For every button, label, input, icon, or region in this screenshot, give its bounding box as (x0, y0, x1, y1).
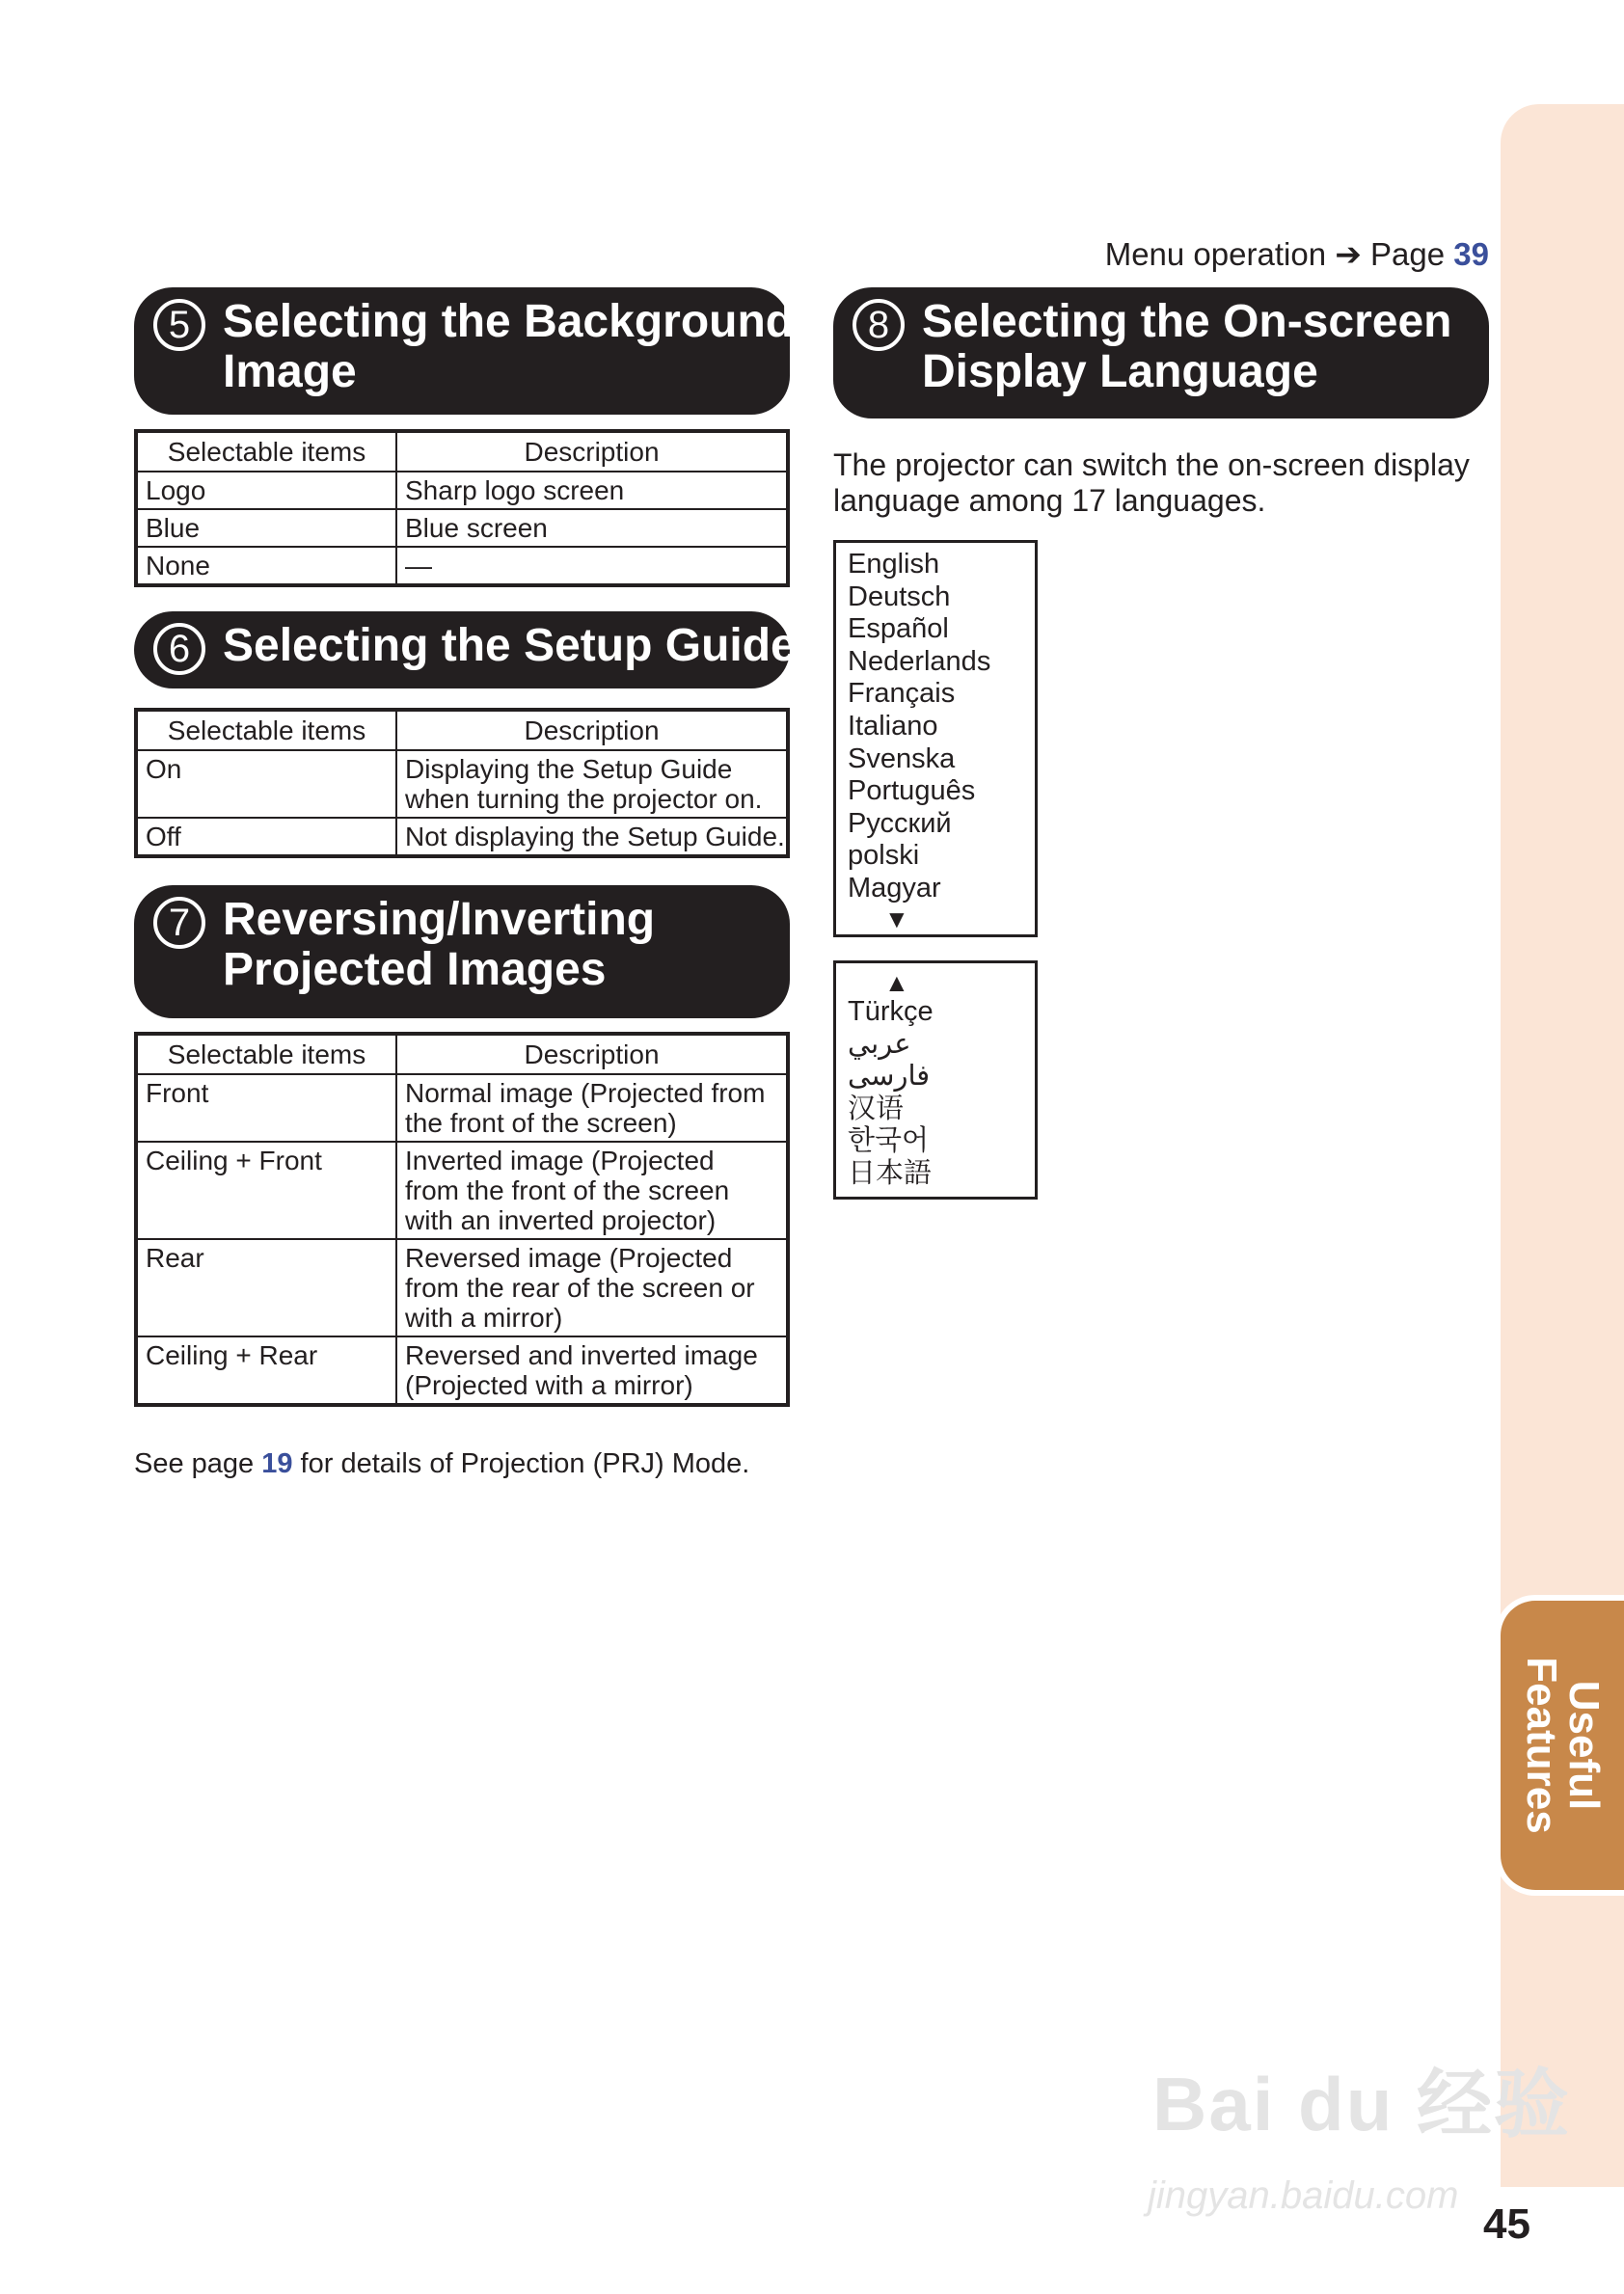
language-option[interactable]: Português (848, 775, 976, 807)
table-row (136, 1336, 788, 1405)
reversing-inverting-table (134, 1032, 790, 1407)
description-line: from the rear of the screen or (405, 1273, 755, 1303)
language-list-page-1 (833, 540, 1038, 937)
language-option[interactable]: عربي (848, 1028, 911, 1060)
language-option[interactable]: 汉语 (848, 1093, 905, 1124)
table-row (136, 1239, 788, 1336)
col-header-items: Selectable items (136, 1034, 396, 1074)
table-row (136, 1074, 788, 1142)
item-cell: Logo (136, 472, 396, 509)
section-8-title-line-1: Selecting the On-screen (922, 296, 1452, 347)
table-header-row (136, 1034, 788, 1074)
description-line: from the front of the screen (405, 1175, 730, 1205)
description-cell (396, 472, 788, 509)
projection-mode-note (134, 1448, 749, 1480)
menu-ref-page-link[interactable]: 39 (1453, 236, 1489, 272)
description-cell (396, 750, 788, 818)
description-line: Sharp logo screen (405, 475, 625, 505)
description-line: (Projected with a mirror) (405, 1370, 693, 1400)
language-option[interactable]: 한국어 (848, 1125, 930, 1157)
language-option[interactable]: Italiano (848, 710, 938, 742)
item-cell: On (136, 750, 396, 818)
table-row (136, 818, 788, 856)
item-cell: None (136, 547, 396, 585)
tab-line-2: Features (1518, 1657, 1565, 1834)
section-6-title-line-1: Selecting the Setup Guide (223, 620, 797, 671)
language-option[interactable]: Русский (848, 807, 952, 839)
setup-guide-table (134, 708, 790, 858)
table-row (136, 472, 788, 509)
col-header-description: Description (396, 431, 788, 472)
description-line: Reversed image (Projected (405, 1243, 733, 1273)
tab-line-1: Useful (1560, 1680, 1608, 1811)
language-option[interactable]: Svenska (848, 742, 956, 774)
menu-ref-text: Menu operation ➔ Page (1104, 236, 1454, 272)
col-header-description: Description (396, 1034, 788, 1074)
language-option[interactable]: 日本語 (848, 1157, 933, 1189)
description-cell (396, 818, 788, 856)
section-7-number: 7 (153, 897, 205, 949)
section-5-number: 5 (153, 299, 205, 351)
description-line: the front of the screen) (405, 1108, 677, 1138)
description-line: when turning the projector on. (405, 784, 763, 814)
language-option[interactable]: فارسی (848, 1061, 931, 1093)
description-line: with a mirror) (405, 1303, 563, 1333)
section-5-title-line-1: Selecting the Background (223, 296, 795, 347)
useful-features-label (1518, 1657, 1608, 1834)
intro-line: The projector can switch the on-screen display (833, 447, 1470, 482)
section-7-header (134, 885, 790, 1018)
description-line: Not displaying the Setup Guide. (405, 822, 785, 851)
description-cell (396, 1239, 788, 1336)
section-6-number: 6 (153, 623, 205, 675)
col-header-description: Description (396, 710, 788, 750)
description-cell (396, 509, 788, 547)
col-header-items: Selectable items (136, 710, 396, 750)
language-option[interactable]: Nederlands (848, 645, 991, 677)
baidu-watermark-url: jingyan.baidu.com (1148, 2174, 1459, 2217)
description-line: with an inverted projector) (405, 1205, 717, 1235)
language-option[interactable]: Español (848, 613, 949, 645)
intro-line: language among 17 languages. (833, 483, 1266, 518)
language-option[interactable]: Français (848, 678, 956, 710)
description-cell (396, 547, 788, 585)
section-8-number: 8 (853, 299, 905, 351)
item-cell: Ceiling + Rear (136, 1336, 396, 1405)
item-cell: Off (136, 818, 396, 856)
section-8-header (833, 287, 1489, 418)
col-header-items: Selectable items (136, 431, 396, 472)
description-line: Displaying the Setup Guide (405, 754, 733, 784)
item-cell: Blue (136, 509, 396, 547)
table-header-row (136, 710, 788, 750)
description-cell (396, 1142, 788, 1239)
table-row (136, 750, 788, 818)
baidu-watermark: Bai du 经验 (1152, 2062, 1572, 2146)
useful-features-tab[interactable] (1501, 1601, 1624, 1890)
section-5-header (134, 287, 795, 415)
description-line: Reversed and inverted image (405, 1340, 758, 1370)
language-intro (833, 447, 1508, 519)
language-list-page-2 (833, 960, 1038, 1200)
menu-operation-reference (1105, 235, 1489, 273)
note-text: for details of Projection (PRJ) Mode. (292, 1448, 750, 1479)
language-option[interactable]: Türkçe (848, 996, 934, 1027)
description-line: — (405, 551, 432, 580)
section-7-title-line-1: Reversing/Inverting (223, 894, 656, 945)
description-line: Normal image (Projected from (405, 1078, 766, 1108)
section-5-title-line-2: Image (223, 346, 357, 397)
language-option[interactable]: polski (848, 840, 920, 872)
note-text: See page (134, 1448, 262, 1479)
table-row (136, 547, 788, 585)
section-7-title-line-2: Projected Images (223, 944, 607, 995)
language-option[interactable]: Magyar (848, 872, 941, 904)
scroll-down-arrow-icon[interactable]: ▼ (884, 904, 909, 933)
description-line: Blue screen (405, 513, 548, 543)
item-cell: Ceiling + Front (136, 1142, 396, 1239)
note-page-link[interactable]: 19 (261, 1448, 293, 1479)
language-option[interactable]: Deutsch (848, 580, 951, 612)
scroll-up-arrow-icon[interactable]: ▲ (884, 968, 909, 997)
section-6-header (134, 611, 797, 688)
table-row (136, 1142, 788, 1239)
table-row (136, 509, 788, 547)
table-header-row (136, 431, 788, 472)
section-8-title-line-2: Display Language (922, 346, 1318, 397)
background-image-table (134, 429, 790, 587)
page-number: 45 (1483, 2200, 1530, 2248)
item-cell: Front (136, 1074, 396, 1142)
item-cell: Rear (136, 1239, 396, 1336)
language-option[interactable]: English (848, 549, 940, 580)
description-cell (396, 1074, 788, 1142)
description-cell (396, 1336, 788, 1405)
description-line: Inverted image (Projected (405, 1146, 715, 1175)
